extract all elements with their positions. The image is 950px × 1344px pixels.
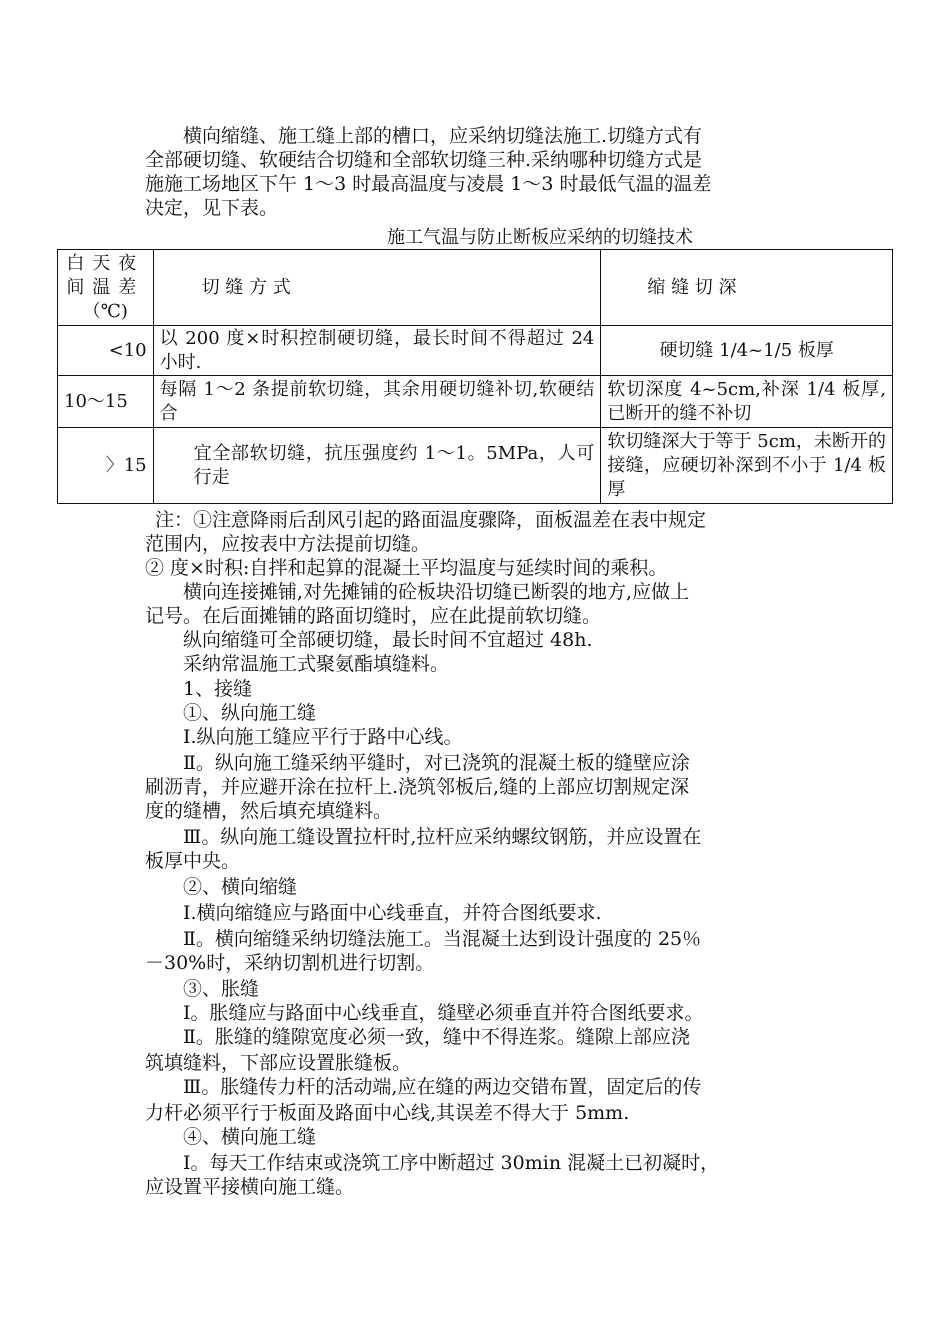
body-line: 刷沥青，并应避开涂在拉杆上.浇筑邻板后,缝的上部应切割规定深 [145,776,690,798]
row-cut-depth: 硬切缝 1/4~1/5 板厚 [601,326,893,376]
intro-line: 横向缩缝、施工缝上部的槽口，应采纳切缝法施工.切缝方式有 [145,125,703,147]
body-line: 横向连接摊铺,对先摊铺的砼板块沿切缝已断裂的地方,应做上 [183,581,690,603]
body-line: 筑填缝料，下部应设置胀缝板。 [145,1052,412,1074]
subsection-heading: ④、横向施工缝 [183,1126,317,1148]
body-line: 力杆必须平行于板面及路面中心线,其误差不得大于 5mm. [145,1102,630,1124]
row-temp-diff: <10 [58,326,154,376]
row-cut-method: 宜全部软切缝，抗压强度约 1～1。5MPa，人可行走 [153,428,601,504]
body-line: Ⅰ.横向缩缝应与路面中心线垂直，并符合图纸要求. [183,902,602,924]
row-temp-diff: 〉15 [58,428,154,504]
row-cut-depth: 软切深度 4~5cm,补深 1/4 板厚,已断开的缝不补切 [601,376,893,428]
header-cut-depth: 缩 缝 切 深 [601,250,893,326]
body-line: 纵向缩缝可全部硬切缝，最长时间不宜超过 48h. [183,629,593,651]
body-line: Ⅱ。横向缩缝采纳切缝法施工。当混凝土达到设计强度的 25％ [183,928,702,950]
body-line: Ⅲ。胀缝传力杆的活动端,应在缝的两边交错布置，固定后的传 [183,1076,702,1098]
body-line: Ⅱ。纵向施工缝采纳平缝时，对已浇筑的混凝土板的缝壁应涂 [183,752,690,774]
body-line: Ⅱ。胀缝的缝隙宽度必须一致，缝中不得连浆。缝隙上部应浇 [183,1026,690,1048]
body-line: Ⅲ。纵向施工缝设置拉杆时,拉杆应采纳螺纹钢筋，并应设置在 [183,826,702,848]
table-row [58,376,893,428]
subsection-heading: ③、胀缝 [183,978,260,1000]
cutting-technique-table [57,249,893,504]
header-cut-method: 切 缝 方 式 [153,250,601,326]
subsection-heading: ①、纵向施工缝 [183,702,317,724]
intro-line: 全部硬切缝、软硬结合切缝和全部软切缝三种.采纳哪种切缝方式是 [145,149,703,171]
section-heading: 1、接缝 [183,678,253,700]
note-line: ② 度×时积:自拌和起算的混凝土平均温度与延续时间的乘积。 [145,557,668,579]
table-header-row [58,250,893,326]
intro-line: 施施工场地区下午 1～3 时最高温度与凌晨 1～3 时最低气温的温差 [145,173,712,195]
table-row [58,326,893,376]
note-line: 范围内，应按表中方法提前切缝。 [145,533,431,555]
row-temp-diff: 10～15 [58,376,154,428]
body-line: 度的缝槽，然后填充填缝料。 [145,800,393,822]
row-cut-method: 每隔 1～2 条提前软切缝，其余用硬切缝补切,软硬结合 [153,376,601,428]
table-caption: 施工气温与防止断板应采纳的切缝技术 [387,227,693,248]
body-line: Ⅰ.纵向施工缝应平行于路中心线。 [183,726,463,748]
subsection-heading: ②、横向缩缝 [183,876,298,898]
row-cut-method: 以 200 度×时积控制硬切缝，最长时间不得超过 24 小时. [153,326,601,376]
body-line: 采纳常温施工式聚氨酯填缝料。 [183,653,450,675]
body-line: 应设置平接横向施工缝。 [145,1176,355,1198]
table-row [58,428,893,504]
body-line: －30%时，采纳切割机进行切割。 [145,952,435,974]
header-temp-diff: 白天夜 间温差 （℃) [58,250,154,326]
note-line: 注：①注意降雨后刮风引起的路面温度骤降，面板温差在表中规定 [155,509,707,531]
intro-line: 决定，见下表。 [145,197,279,219]
body-line: 记号。在后面摊铺的路面切缝时，应在此提前软切缝。 [145,605,602,627]
body-line: 板厚中央。 [145,850,241,872]
body-line: Ⅰ。胀缝应与路面中心线垂直，缝壁必须垂直并符合图纸要求。 [183,1002,704,1024]
intro-paragraph [145,124,810,220]
row-cut-depth: 软切缝深大于等于 5cm，未断开的接缝，应硬切补深到不小于 1/4 板厚 [601,428,893,504]
body-line: Ⅰ。每天工作结束或浇筑工序中断超过 30min 混凝土已初凝时， [183,1152,720,1174]
